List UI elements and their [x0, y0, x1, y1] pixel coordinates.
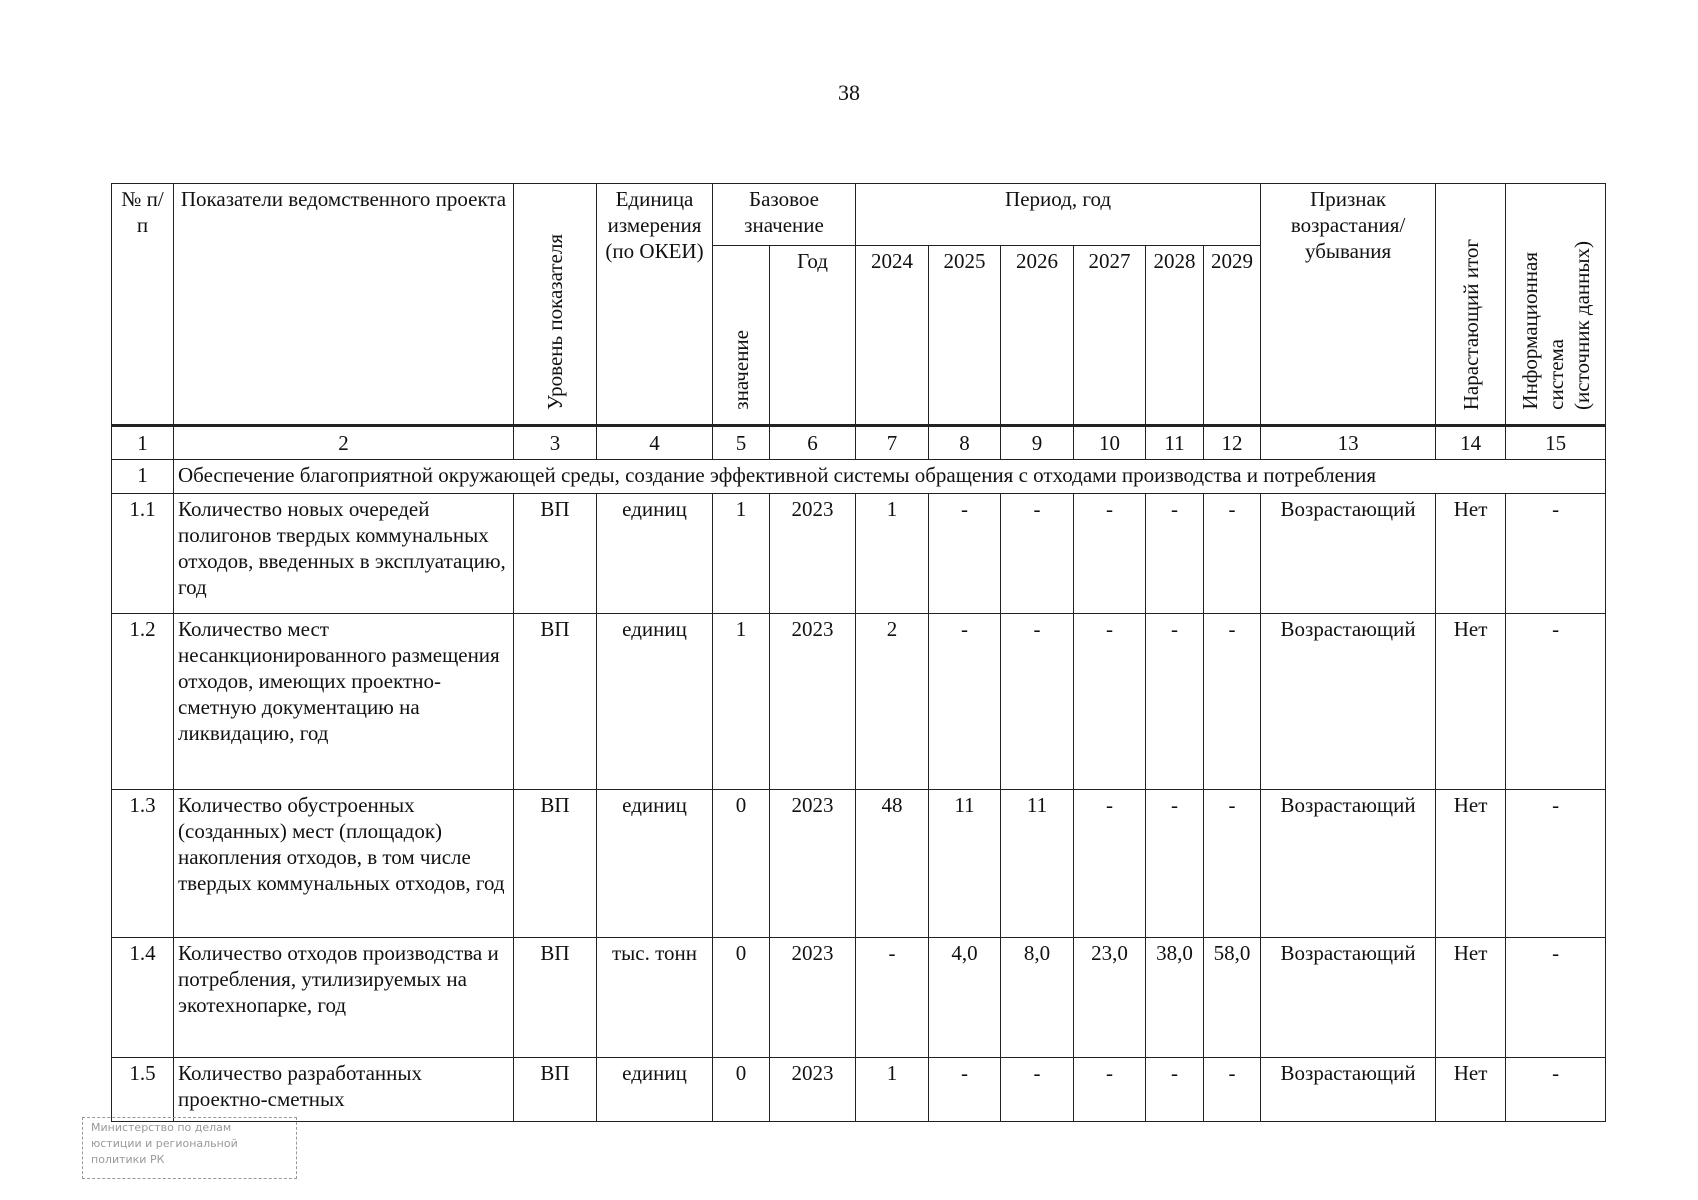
- cumulative: Нет: [1436, 790, 1506, 938]
- value-2024: 2: [856, 614, 929, 790]
- header-info-system: [1506, 184, 1606, 426]
- cumulative: Нет: [1436, 494, 1506, 614]
- info-system-line-1: Информационная: [1517, 252, 1542, 410]
- column-number: 9: [1001, 426, 1074, 460]
- base-value: 0: [713, 938, 770, 1058]
- value-2025: 11: [929, 790, 1001, 938]
- row-number: 1.4: [112, 938, 174, 1058]
- data-rows: [112, 494, 1606, 1122]
- header-row-1: [112, 184, 1606, 246]
- header-year: 2024: [856, 246, 929, 426]
- cumulative: Нет: [1436, 938, 1506, 1058]
- stamp-line: политики РК: [91, 1153, 165, 1166]
- value-2024: 48: [856, 790, 929, 938]
- column-number: 11: [1146, 426, 1204, 460]
- unit: единиц: [597, 790, 713, 938]
- header-period: Период, год: [856, 184, 1261, 246]
- sign: Возрастающий: [1261, 938, 1436, 1058]
- column-number: 14: [1436, 426, 1506, 460]
- info-system-line-3: (источник данных): [1569, 240, 1594, 410]
- column-number: 7: [856, 426, 929, 460]
- unit: единиц: [597, 1058, 713, 1122]
- value-2027: -: [1074, 1058, 1146, 1122]
- value-2024: 1: [856, 494, 929, 614]
- indicator-level: ВП: [514, 614, 597, 790]
- value-2027: 23,0: [1074, 938, 1146, 1058]
- header-year: 2029: [1204, 246, 1261, 426]
- page-number: 38: [838, 80, 860, 105]
- column-number: 8: [929, 426, 1001, 460]
- value-2026: -: [1001, 614, 1074, 790]
- value-2024: -: [856, 938, 929, 1058]
- base-year: 2023: [770, 790, 856, 938]
- value-2027: -: [1074, 614, 1146, 790]
- column-number: 12: [1204, 426, 1261, 460]
- base-value: 1: [713, 494, 770, 614]
- header-cumulative: Нарастающий итог: [1436, 184, 1506, 426]
- row-number: 1.3: [112, 790, 174, 938]
- header-base-value: Базовое значение: [713, 184, 856, 246]
- indicator-name: Количество отходов производства и потребления, утилизируемых на экотехнопарке, год: [174, 938, 514, 1058]
- section-number: 1: [112, 460, 174, 494]
- value-2024: 1: [856, 1058, 929, 1122]
- value-2025: -: [929, 614, 1001, 790]
- value-2028: -: [1146, 614, 1204, 790]
- header-year: 2027: [1074, 246, 1146, 426]
- column-number: 10: [1074, 426, 1146, 460]
- column-number: 6: [770, 426, 856, 460]
- header-year: 2025: [929, 246, 1001, 426]
- indicator-level: ВП: [514, 494, 597, 614]
- value-2028: -: [1146, 494, 1204, 614]
- unit: единиц: [597, 614, 713, 790]
- base-year: 2023: [770, 494, 856, 614]
- value-2026: 8,0: [1001, 938, 1074, 1058]
- value-2029: -: [1204, 614, 1261, 790]
- indicators-table: [111, 183, 1606, 1122]
- value-2029: 58,0: [1204, 938, 1261, 1058]
- data-source: -: [1506, 1058, 1606, 1122]
- row-number: 1.2: [112, 614, 174, 790]
- table-row: [112, 614, 1606, 790]
- column-numbers-row: [112, 426, 1606, 460]
- section-title: Обеспечение благоприятной окружающей среды, создание эффективной системы обращения с отходами производства и потребления: [174, 460, 1606, 494]
- indicator-name: Количество мест несанкционированного размещения отходов, имеющих проектно-сметную документацию на ликвидацию, год: [174, 614, 514, 790]
- info-system-line-2: система: [1543, 339, 1568, 410]
- stamp-line: юстиции и региональной: [91, 1137, 238, 1150]
- cumulative: Нет: [1436, 614, 1506, 790]
- header-num: № п/п: [112, 184, 174, 426]
- table-row: [112, 494, 1606, 614]
- sign: Возрастающий: [1261, 790, 1436, 938]
- value-2025: -: [929, 1058, 1001, 1122]
- column-number: 13: [1261, 426, 1436, 460]
- table-row: [112, 1058, 1606, 1122]
- unit: тыс. тонн: [597, 938, 713, 1058]
- value-2028: -: [1146, 1058, 1204, 1122]
- value-2027: -: [1074, 790, 1146, 938]
- row-number: 1.5: [112, 1058, 174, 1122]
- indicator-name: Количество новых очередей полигонов твердых коммунальных отходов, введенных в эксплуатацию, год: [174, 494, 514, 614]
- header-base-year: Год: [770, 246, 856, 426]
- data-source: -: [1506, 790, 1606, 938]
- unit: единиц: [597, 494, 713, 614]
- sign: Возрастающий: [1261, 614, 1436, 790]
- indicator-level: ВП: [514, 1058, 597, 1122]
- value-2025: 4,0: [929, 938, 1001, 1058]
- base-value: 0: [713, 790, 770, 938]
- column-number: 1: [112, 426, 174, 460]
- base-year: 2023: [770, 1058, 856, 1122]
- header-level: Уровень показателя: [514, 184, 597, 426]
- value-2025: -: [929, 494, 1001, 614]
- sign: Возрастающий: [1261, 494, 1436, 614]
- data-source: -: [1506, 494, 1606, 614]
- header-base-sub: значение: [713, 246, 770, 426]
- header-unit: Единица измерения (по ОКЕИ): [597, 184, 713, 426]
- base-year: 2023: [770, 614, 856, 790]
- value-2029: -: [1204, 790, 1261, 938]
- indicator-name: Количество разработанных проектно-сметных: [174, 1058, 514, 1122]
- value-2026: -: [1001, 1058, 1074, 1122]
- cumulative: Нет: [1436, 1058, 1506, 1122]
- base-value: 0: [713, 1058, 770, 1122]
- section-row: [112, 460, 1606, 494]
- header-year: 2028: [1146, 246, 1204, 426]
- value-2028: -: [1146, 790, 1204, 938]
- indicator-level: ВП: [514, 938, 597, 1058]
- base-year: 2023: [770, 938, 856, 1058]
- stamp-line: Министерство по делам: [91, 1121, 232, 1134]
- value-2029: -: [1204, 494, 1261, 614]
- value-2026: -: [1001, 494, 1074, 614]
- indicator-level: ВП: [514, 790, 597, 938]
- column-number: 2: [174, 426, 514, 460]
- value-2026: 11: [1001, 790, 1074, 938]
- column-number: 4: [597, 426, 713, 460]
- column-number: 15: [1506, 426, 1606, 460]
- value-2029: -: [1204, 1058, 1261, 1122]
- data-source: -: [1506, 938, 1606, 1058]
- value-2027: -: [1074, 494, 1146, 614]
- indicator-name: Количество обустроенных (созданных) мест (площадок) накопления отходов, в том числе твердых коммунальных отходов, год: [174, 790, 514, 938]
- column-number: 3: [514, 426, 597, 460]
- header-sign: Признак возрастания/ убывания: [1261, 184, 1436, 426]
- data-source: -: [1506, 614, 1606, 790]
- column-number: 5: [713, 426, 770, 460]
- table-row: [112, 938, 1606, 1058]
- header-year: 2026: [1001, 246, 1074, 426]
- header-indicator: Показатели ведомственного проекта: [174, 184, 514, 426]
- registration-stamp: [82, 1117, 297, 1179]
- value-2028: 38,0: [1146, 938, 1204, 1058]
- table-row: [112, 790, 1606, 938]
- sign: Возрастающий: [1261, 1058, 1436, 1122]
- base-value: 1: [713, 614, 770, 790]
- row-number: 1.1: [112, 494, 174, 614]
